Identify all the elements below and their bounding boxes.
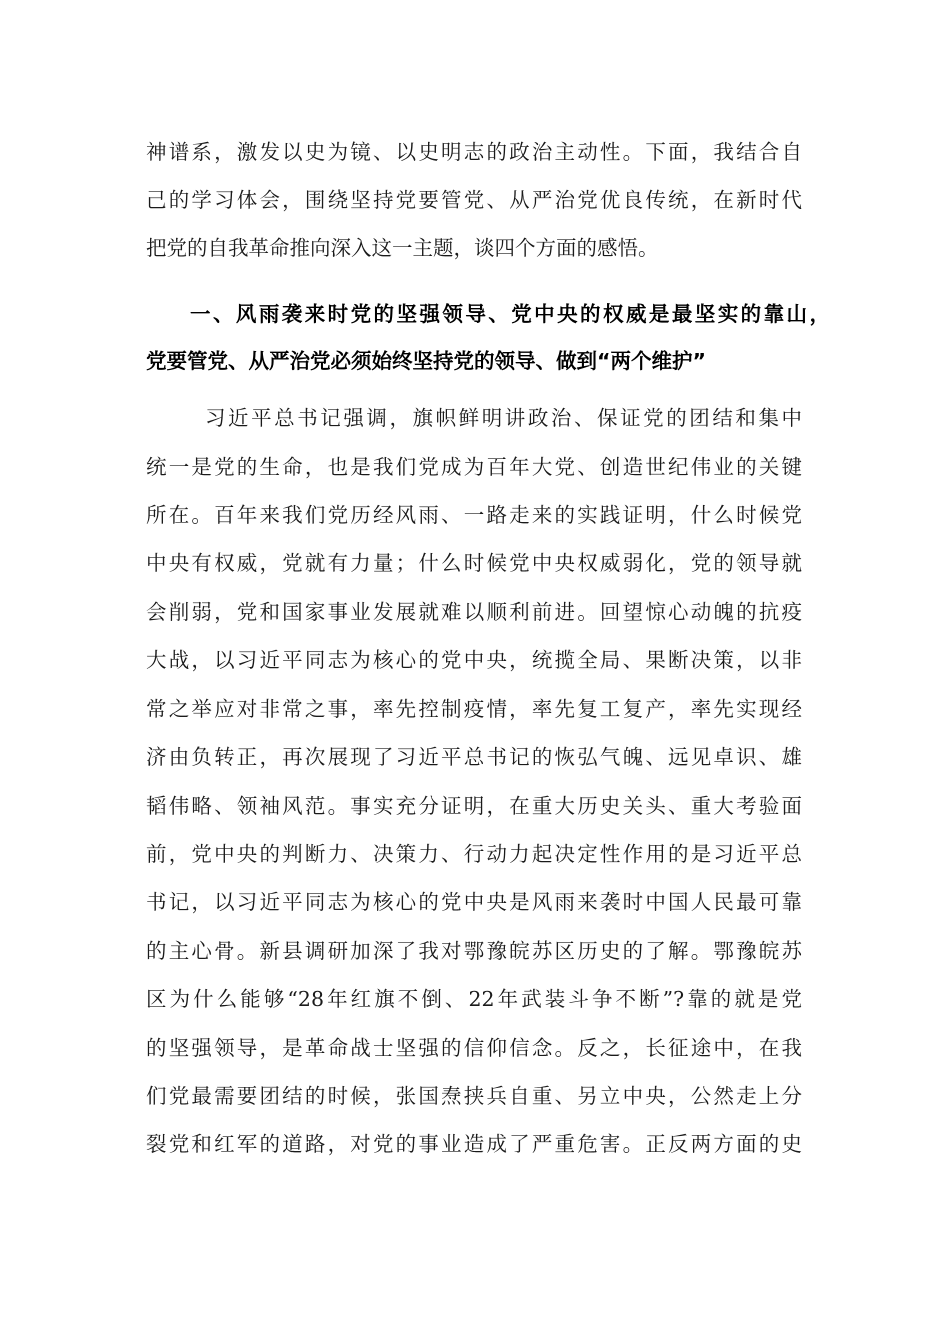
text-line: 习近平总书记强调，旗帜鲜明讲政治、保证党的团结和集中: [205, 406, 802, 430]
text-line: 韬伟略、领袖风范。事实充分证明，在重大历史关头、重大考验面: [146, 794, 802, 818]
text-line: 济由负转正，再次展现了习近平总书记的恢弘气魄、远见卓识、雄: [146, 745, 802, 769]
text-line: 己的学习体会，围绕坚持党要管党、从严治党优良传统，在新时代: [146, 188, 802, 212]
text-line: 书记，以习近平同志为核心的党中央是风雨来袭时中国人民最可靠: [146, 890, 802, 914]
text-line: 大战，以习近平同志为核心的党中央，统揽全局、果断决策，以非: [146, 648, 802, 672]
text-line: 们党最需要团结的时候，张国焘挟兵自重、另立中央，公然走上分: [146, 1084, 802, 1108]
heading-line: 党要管党、从严治党必须始终坚持党的领导、做到“两个维护”: [146, 349, 706, 373]
heading-line: 一、风雨袭来时党的坚强领导、党中央的权威是最坚实的靠山，: [190, 302, 830, 326]
text-line: 所在。百年来我们党历经风雨、一路走来的实践证明，什么时候党: [146, 503, 802, 527]
text-line: 神谱系，激发以史为镜、以史明志的政治主动性。下面，我结合自: [146, 140, 802, 164]
text-line: 的主心骨。新县调研加深了我对鄂豫皖苏区历史的了解。鄂豫皖苏: [146, 939, 802, 963]
text-line: 把党的自我革命推向深入这一主题，谈四个方面的感悟。: [146, 236, 659, 260]
text-line: 会削弱，党和国家事业发展就难以顺利前进。回望惊心动魄的抗疫: [146, 600, 802, 624]
text-line: 的坚强领导，是革命战士坚强的信仰信念。反之，长征途中，在我: [146, 1036, 802, 1060]
text-line: 前，党中央的判断力、决策力、行动力起决定性作用的是习近平总: [146, 842, 802, 866]
text-line: 裂党和红军的道路，对党的事业造成了严重危害。正反两方面的史: [146, 1132, 802, 1156]
text-line: 常之举应对非常之事，率先控制疫情，率先复工复产，率先实现经: [146, 697, 802, 721]
text-line: 区为什么能够“28年红旗不倒、22年武装斗争不断”?靠的就是党: [146, 987, 802, 1011]
text-line: 中央有权威，党就有力量；什么时候党中央权威弱化，党的领导就: [146, 551, 802, 575]
text-line: 统一是党的生命，也是我们党成为百年大党、创造世纪伟业的关键: [146, 455, 802, 479]
